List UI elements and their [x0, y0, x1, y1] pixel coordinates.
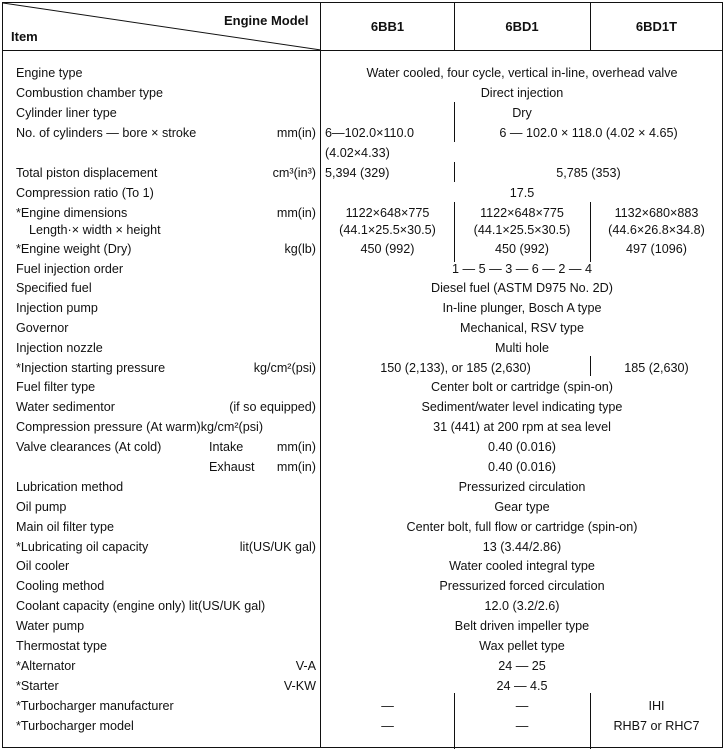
row-governor — [3, 318, 722, 338]
value: 13 (3.44/2.86) — [482, 540, 562, 554]
value-6bd1: — — [515, 719, 529, 733]
value-6bd1-in: (44.1×25.5×30.5) — [473, 223, 571, 237]
value: Direct injection — [480, 86, 564, 100]
label: *Alternator — [16, 659, 76, 673]
value: In-line plunger, Bosch A type — [442, 301, 602, 315]
value: Dry — [512, 106, 532, 120]
model-6bb1-header: 6BB1 — [370, 19, 405, 34]
value-6bd1: 450 (992) — [495, 242, 549, 256]
value: 0.40 (0.016) — [488, 440, 556, 454]
value: Pressurized forced circulation — [439, 579, 605, 593]
label: Total piston displacement — [16, 166, 158, 180]
row-valve-exhaust — [3, 457, 722, 477]
value: 17.5 — [509, 186, 535, 200]
sub-label: Intake — [209, 440, 244, 454]
label: Oil pump — [16, 500, 67, 514]
row-compression — [3, 183, 722, 203]
label: *Engine dimensions — [16, 206, 128, 220]
label: Fuel filter type — [16, 380, 96, 394]
row-water-pump — [3, 616, 722, 636]
value: Diesel fuel (ASTM D975 No. 2D) — [431, 281, 613, 295]
row-engine-type — [3, 63, 722, 83]
value: 1 — 5 — 3 — 6 — 2 — 4 — [452, 262, 592, 276]
value-6bb1-6bd1: 150 (2,133), or 185 (2,630) — [380, 361, 531, 375]
engine-model-header: Engine Model — [224, 13, 309, 28]
value-6bb1: 6—102.0×110.0 — [325, 126, 415, 140]
value: Water cooled, four cycle, vertical in-line, overhead valve — [366, 66, 678, 80]
value-6bd1t: 497 (1096) — [626, 242, 687, 256]
row-combustion — [3, 83, 722, 103]
value-6bb1-in: (44.1×25.5×30.5) — [339, 223, 436, 237]
unit: mm(in) — [276, 440, 316, 454]
value-6bd1: — — [515, 699, 529, 713]
value-6bd1t: RHB7 or RHC7 — [613, 719, 700, 733]
row-cylinders-2 — [3, 143, 722, 163]
row-cooling — [3, 576, 722, 596]
label: Coolant capacity (engine only) lit(US/UK gal) — [16, 599, 266, 613]
value: Wax pellet type — [479, 639, 565, 653]
row-comp-pressure — [3, 417, 722, 437]
label: Length·× width × height — [29, 223, 161, 237]
row-weight — [3, 239, 722, 259]
row-lubrication — [3, 477, 722, 497]
label: *Engine weight (Dry) — [16, 242, 132, 256]
unit: cm³(in³) — [272, 166, 316, 180]
row-oil-cooler — [3, 556, 722, 576]
label: Compression pressure (At warm)kg/cm²(psi) — [16, 420, 264, 434]
value: 0.40 (0.016) — [488, 460, 556, 474]
row-oil-capacity — [3, 537, 722, 557]
sub-label: Exhaust — [209, 460, 255, 474]
row-thermostat — [3, 636, 722, 656]
value-6bd1t-in: (44.6×26.8×34.8) — [608, 223, 705, 237]
value: Belt driven impeller type — [454, 619, 590, 633]
row-fuel — [3, 278, 722, 298]
label: Injection nozzle — [16, 341, 103, 355]
value-6bd1t: 185 (2,630) — [624, 361, 689, 375]
row-sedimentor — [3, 397, 722, 417]
row-nozzle — [3, 338, 722, 358]
label: Thermostat type — [16, 639, 107, 653]
label: Governor — [16, 321, 69, 335]
value-6bb1: — — [381, 719, 394, 733]
value-6bd1: 5,785 (353) — [556, 166, 621, 180]
label: Valve clearances (At cold) — [16, 440, 162, 454]
model-6bd1-header: 6BD1 — [505, 19, 539, 34]
label: Combustion chamber type — [16, 86, 163, 100]
value: 24 — 25 — [498, 659, 546, 673]
value: 31 (441) at 200 rpm at sea level — [433, 420, 611, 434]
label: Water sedimentor — [16, 400, 115, 414]
label: *Lubricating oil capacity — [16, 540, 149, 554]
value: Center bolt, full flow or cartridge (spin-on) — [406, 520, 638, 534]
value-6bd1: 6 — 102.0 × 118.0 (4.02 × 4.65) — [499, 126, 678, 140]
unit: mm(in) — [276, 206, 316, 220]
label: Lubrication method — [16, 480, 124, 494]
unit: lit(US/UK gal) — [239, 540, 316, 554]
value-6bd1t: IHI — [648, 699, 665, 713]
row-oil-pump — [3, 497, 722, 517]
label: No. of cylinders — bore × stroke — [16, 126, 197, 140]
row-alternator — [3, 656, 722, 676]
row-valve-intake — [3, 437, 722, 457]
unit: V-A — [295, 659, 316, 673]
unit: (if so equipped) — [229, 400, 316, 414]
label: Cylinder liner type — [16, 106, 117, 120]
row-cylinders — [3, 123, 722, 143]
row-turbo-mfr — [3, 696, 722, 716]
label: Injection pump — [16, 301, 98, 315]
label: Engine type — [16, 66, 83, 80]
label: Compression ratio (To 1) — [16, 186, 154, 200]
value-6bb1: 450 (992) — [360, 242, 415, 256]
row-liner — [3, 103, 722, 123]
unit: mm(in) — [276, 460, 316, 474]
value-6bb1: 1122×648×775 — [345, 206, 430, 220]
value: Water cooled integral type — [449, 559, 595, 573]
value-6bd1: 1122×648×775 — [480, 206, 564, 220]
value-6bb1: 5,394 (329) — [325, 166, 390, 180]
unit: kg/cm²(psi) — [253, 361, 316, 375]
value: Pressurized circulation — [458, 480, 586, 494]
value: 24 — 4.5 — [496, 679, 548, 693]
row-injection-order — [3, 259, 722, 279]
value: Mechanical, RSV type — [460, 321, 584, 335]
row-turbo-model — [3, 716, 722, 736]
row-starter — [3, 676, 722, 696]
row-coolant — [3, 596, 722, 616]
label: Fuel injection order — [16, 262, 124, 276]
value-6bd1t: 1132×680×883 — [614, 206, 699, 220]
model-6bd1t-header: 6BD1T — [635, 19, 678, 34]
label: *Turbocharger model — [16, 719, 134, 733]
row-inj-pressure — [3, 358, 722, 378]
row-pump — [3, 298, 722, 318]
label: Specified fuel — [16, 281, 92, 295]
label: Oil cooler — [16, 559, 70, 573]
spec-table — [2, 2, 723, 748]
label: Main oil filter type — [16, 520, 114, 534]
row-oil-filter — [3, 517, 722, 537]
unit: mm(in) — [276, 126, 316, 140]
value-6bb1-in: (4.02×4.33) — [325, 146, 390, 160]
unit: kg(lb) — [284, 242, 316, 256]
value-6bb1: — — [381, 699, 394, 713]
label: *Turbocharger manufacturer — [16, 699, 174, 713]
row-filter — [3, 377, 722, 397]
header-rule — [3, 50, 722, 51]
value: Multi hole — [495, 341, 549, 355]
value: Sediment/water level indicating type — [421, 400, 623, 414]
row-displacement — [3, 163, 722, 183]
unit: V-KW — [283, 679, 316, 693]
label: Cooling method — [16, 579, 105, 593]
item-header: Item — [11, 29, 38, 44]
label: Water pump — [16, 619, 85, 633]
value: Gear type — [494, 500, 550, 514]
value: Center bolt or cartridge (spin-on) — [431, 380, 613, 394]
row-dimensions-2 — [3, 220, 722, 240]
label: *Starter — [16, 679, 59, 693]
label: *Injection starting pressure — [16, 361, 166, 375]
value: 12.0 (3.2/2.6) — [484, 599, 560, 613]
